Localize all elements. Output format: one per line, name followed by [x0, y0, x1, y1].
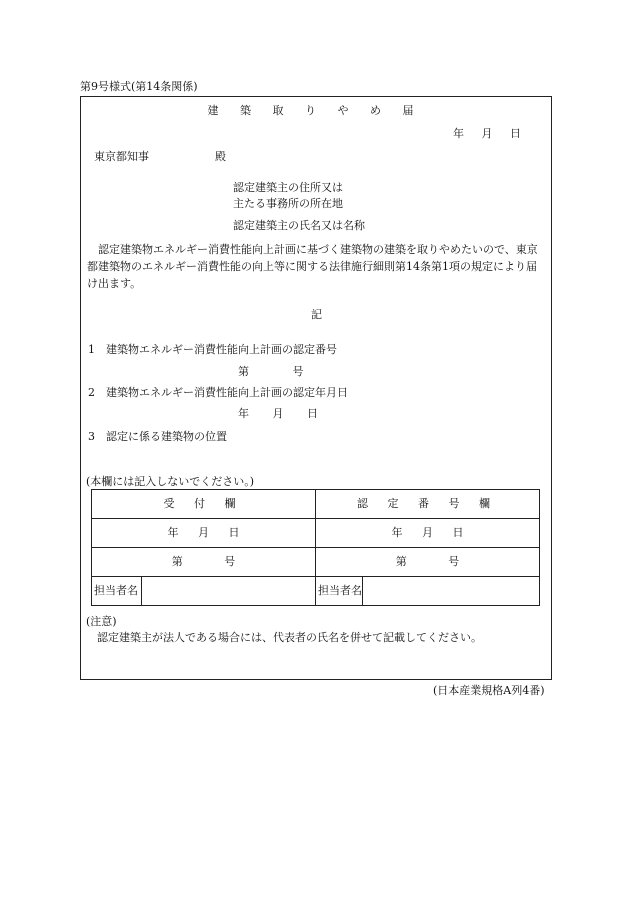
- cert-number: 第 号: [316, 548, 540, 577]
- cert-date: 年 月 日: [316, 519, 540, 548]
- declaration-text: 認定建築物エネルギー消費性能向上計画に基づく建築物の建築を取りやめたいので、東京都建築物のエネルギー消費性能の向上等に関する法律施行細則第14条第1項の規定により届け出ます。: [87, 243, 538, 290]
- office-use-note: (本欄には記入しないでください。): [86, 475, 255, 488]
- office-use-table: [91, 489, 540, 606]
- cert-person-field[interactable]: [363, 577, 540, 606]
- applicant-name-label: 認定建築主の氏名又は名称: [233, 219, 365, 232]
- applicant-address-label-2: 主たる事務所の所在地: [233, 197, 343, 210]
- caution-text: 認定建築主が法人である場合には、代表者の氏名を併せて記載してください。: [97, 631, 482, 644]
- reception-number: 第 号: [92, 548, 316, 577]
- reception-date: 年 月 日: [92, 519, 316, 548]
- form-title: 建 築 取 り や め 届: [207, 104, 423, 117]
- certification-date-field: 年 月 日: [238, 407, 318, 420]
- paper-standard: (日本産業規格A列4番): [433, 684, 545, 697]
- applicant-address-label-1: 認定建築主の住所又は: [233, 181, 343, 194]
- cert-person-label: 担当者名: [316, 577, 363, 606]
- addressee: 東京都知事: [94, 150, 149, 163]
- item-certification-number: 1 建築物エネルギー消費性能向上計画の認定番号: [88, 343, 337, 356]
- item-building-location: 3 認定に係る建築物の位置: [88, 430, 227, 443]
- caution-heading: (注意): [86, 615, 117, 628]
- addressee-honorific: 殿: [215, 150, 226, 163]
- reception-person-label: 担当者名: [92, 577, 142, 606]
- submission-date: 年 月 日: [453, 127, 521, 140]
- certification-number-field: 第 号: [238, 365, 304, 378]
- reception-header: 受 付 欄: [92, 490, 316, 519]
- cert-number-header: 認 定 番 号 欄: [316, 490, 540, 519]
- ki-heading: 記: [311, 308, 322, 321]
- form-number: 第9号様式(第14条関係): [80, 80, 198, 93]
- reception-person-field[interactable]: [142, 577, 316, 606]
- item-certification-date: 2 建築物エネルギー消費性能向上計画の認定年月日: [88, 386, 348, 399]
